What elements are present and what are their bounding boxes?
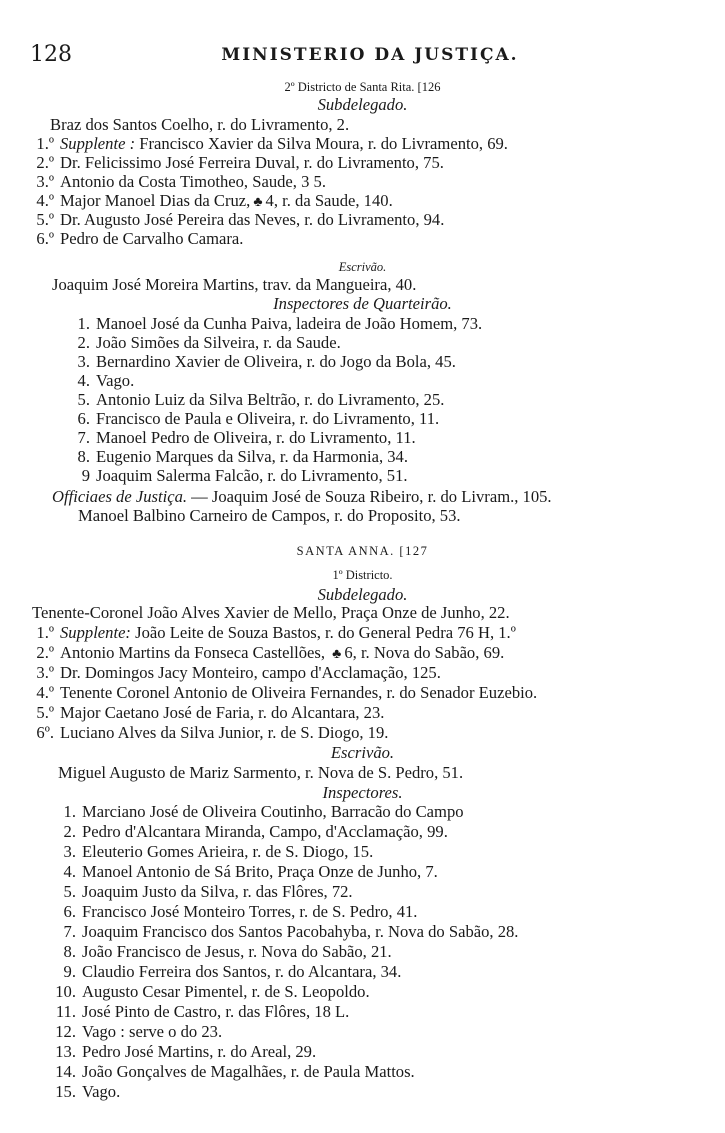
inspectores-heading: Inspectores de Quarteirão.: [273, 294, 452, 313]
page-number: 128: [30, 42, 72, 67]
inspector-entry: 5. Antonio Luiz da Silva Beltrão, r. do Livramento, 25.: [77, 390, 445, 409]
inspector-entry: 7. Joaquim Francisco dos Santos Pacobahyba, r. Nova do Sabão, 28.: [63, 922, 519, 941]
inspector-entry: 11. José Pinto de Castro, r. das Flôres, 18 L.: [55, 1002, 350, 1021]
supplente-entry: 3.º Dr. Domingos Jacy Monteiro, campo d'Acclamação, 125.: [36, 663, 441, 682]
inspector-entry: 7. Manoel Pedro de Oliveira, r. do Livramento, 11.: [77, 428, 416, 447]
decoration-icon: ♣: [253, 195, 263, 210]
inspector-entry: 6. Francisco José Monteiro Torres, r. de S. Pedro, 41.: [63, 902, 418, 921]
supplente-entry: 2.º Dr. Felicissimo José Ferreira Duval, r. do Livramento, 75.: [36, 153, 444, 172]
parish-heading: SANTA ANNA. [127: [296, 544, 429, 558]
supplente-entry: 6º. Luciano Alves da Silva Junior, r. de S. Diogo, 19.: [36, 723, 389, 742]
supplente-entry: 5.º Major Caetano José de Faria, r. do Alcantara, 23.: [36, 703, 385, 722]
inspector-entry: 1. Marciano José de Oliveira Coutinho, Barracão do Campo: [63, 802, 464, 821]
running-title: MINISTERIO DA JUSTIÇA.: [221, 45, 519, 65]
supplente-entry: 4.º Tenente Coronel Antonio de Oliveira Fernandes, r. do Senador Euzebio.: [36, 683, 538, 702]
inspector-entry: 3. Eleuterio Gomes Arieira, r. de S. Diogo, 15.: [63, 842, 374, 861]
inspector-entry: 2. João Simões da Silveira, r. da Saude.: [77, 333, 341, 352]
inspector-entry: 4. Vago.: [77, 371, 135, 390]
supplente-entry: 2.º Antonio Martins da Fonseca Castellões, ♣ 6, r. Nova do Sabão, 69.: [36, 643, 505, 662]
inspector-entry: 3. Bernardino Xavier de Oliveira, r. do Jogo da Bola, 45.: [77, 352, 456, 371]
subdelegado-heading: Subdelegado.: [317, 95, 408, 114]
inspector-entry: 8. João Francisco de Jesus, r. Nova do Sabão, 21.: [63, 942, 392, 961]
officiaes-entry: Officiaes de Justiça. — Joaquim José de Souza Ribeiro, r. do Livram., 105.: [52, 487, 552, 506]
subdelegado-entry: Tenente-Coronel João Alves Xavier de Mello, Praça Onze de Junho, 22.: [32, 603, 510, 622]
escrivao-heading: Escrivão.: [330, 743, 395, 762]
supplente-entry: 3.º Antonio da Costa Timotheo, Saude, 3 5.: [36, 172, 326, 191]
inspector-entry: 14. João Gonçalves de Magalhães, r. de Paula Mattos.: [55, 1062, 415, 1081]
escrivao-heading: Escrivão.: [338, 260, 387, 274]
escrivao-entry: Joaquim José Moreira Martins, trav. da Mangueira, 40.: [52, 275, 417, 294]
inspector-entry: 4. Manoel Antonio de Sá Brito, Praça Onze de Junho, 7.: [63, 862, 438, 881]
inspector-entry: 9 Joaquim Salerma Falcão, r. do Livramento, 51.: [81, 466, 408, 485]
supplente-entry: 5.º Dr. Augusto José Pereira das Neves, r. do Livramento, 94.: [36, 210, 445, 229]
inspector-entry: 9. Claudio Ferreira dos Santos, r. do Alcantara, 34.: [63, 962, 402, 981]
inspector-entry: 5. Joaquim Justo da Silva, r. das Flôres, 72.: [63, 882, 353, 901]
inspector-entry: 8. Eugenio Marques da Silva, r. da Harmonia, 34.: [77, 447, 408, 466]
supplente-entry: 4.º Major Manoel Dias da Cruz, ♣ 4, r. da Saude, 140.: [36, 191, 393, 210]
inspector-entry: 10. Augusto Cesar Pimentel, r. de S. Leopoldo.: [55, 982, 370, 1001]
district-heading: 2º Districto de Santa Rita. [126: [284, 80, 441, 94]
inspector-entry: 1. Manoel José da Cunha Paiva, ladeira de João Homem, 73.: [77, 314, 483, 333]
supplente-entry: 6.º Pedro de Carvalho Camara.: [36, 229, 244, 248]
inspector-entry: 2. Pedro d'Alcantara Miranda, Campo, d'Acclamação, 99.: [63, 822, 448, 841]
officiaes-entry: Manoel Balbino Carneiro de Campos, r. do Proposito, 53.: [78, 506, 461, 525]
inspector-entry: 12. Vago : serve o do 23.: [55, 1022, 223, 1041]
supplente-entry: 1.º Supplente: João Leite de Souza Bastos, r. do General Pedra 76 H, 1.º: [36, 623, 516, 642]
supplente-entry: 1.º Supplente : Francisco Xavier da Silva Moura, r. do Livramento, 69.: [36, 134, 508, 153]
subdelegado-entry: Braz dos Santos Coelho, r. do Livramento, 2.: [50, 115, 350, 134]
inspectores-heading: Inspectores.: [322, 783, 403, 802]
decoration-icon: ♣: [332, 647, 342, 662]
subdelegado-heading: Subdelegado.: [317, 585, 408, 604]
escrivao-entry: Miguel Augusto de Mariz Sarmento, r. Nova de S. Pedro, 51.: [58, 763, 464, 782]
inspector-entry: 15. Vago.: [55, 1082, 121, 1101]
inspector-entry: 6. Francisco de Paula e Oliveira, r. do Livramento, 11.: [77, 409, 440, 428]
district-heading: 1º Districto.: [332, 568, 393, 582]
page-header: [30, 42, 710, 68]
inspector-entry: 13. Pedro José Martins, r. do Areal, 29.: [55, 1042, 317, 1061]
